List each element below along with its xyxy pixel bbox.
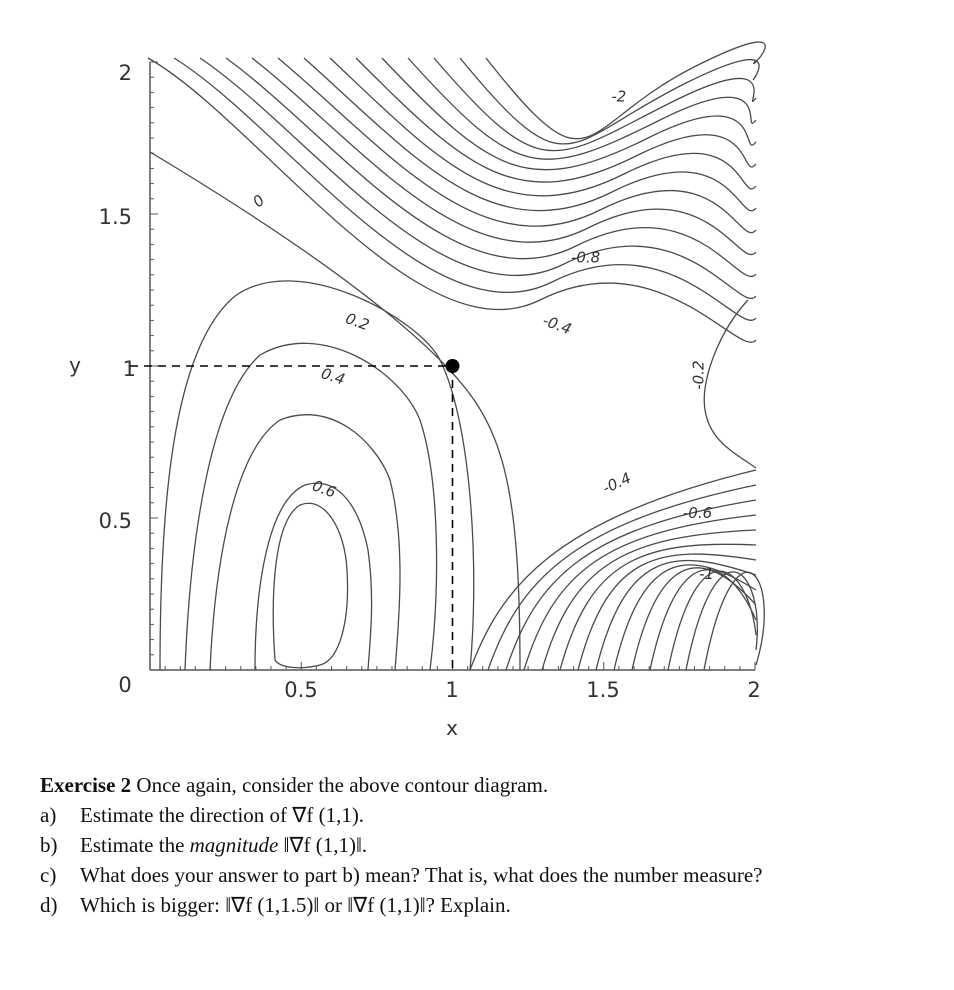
contour-line-upper xyxy=(434,58,756,151)
axes xyxy=(69,61,761,740)
contour-label: 0.6 xyxy=(309,476,339,502)
item-text-end: ‖∇f (1,1)‖. xyxy=(278,833,368,857)
contour-labels xyxy=(249,88,714,583)
item-text: Estimate the xyxy=(80,833,190,857)
exercise-text xyxy=(40,770,940,920)
exercise-heading xyxy=(40,770,940,800)
contour-label: -0.8 xyxy=(570,248,601,267)
contour-line-upper xyxy=(330,58,756,196)
origin-label: 0 xyxy=(118,673,132,697)
contour-line-right xyxy=(704,300,756,468)
contour-line-upper xyxy=(356,58,756,182)
exercise-intro: Once again, consider the above contour diagram. xyxy=(131,773,549,797)
y-tick-label-0.5: 0.5 xyxy=(98,509,132,533)
contour-line-upper xyxy=(226,58,756,277)
contour-line-upper xyxy=(252,58,756,255)
item-text: What does your answer to part b) mean? That is, what does the number measure? xyxy=(80,863,763,887)
item-text: Which is bigger: ‖∇f (1,1.5)‖ or ‖∇f (1,1)‖? Explain. xyxy=(80,893,511,917)
contour-label: 0.2 xyxy=(343,309,372,335)
item-emphasis: magnitude xyxy=(189,833,279,857)
point-marker xyxy=(446,359,460,373)
contour-line-upper xyxy=(174,58,756,320)
exercise-title: Exercise 2 xyxy=(40,773,132,797)
item-text: Estimate the direction of xyxy=(80,803,293,827)
exercise-item-c xyxy=(40,860,940,890)
contour-label: -2 xyxy=(611,87,627,106)
contour-line-lower xyxy=(560,544,756,670)
exercise-item-b xyxy=(40,830,940,860)
contour-label: 0 xyxy=(249,191,269,212)
y-tick-label-2: 2 xyxy=(118,61,132,85)
exercise-item-a xyxy=(40,800,940,830)
item-letter: d) xyxy=(40,893,58,917)
contour-line-upper xyxy=(200,58,756,298)
contour-line-lower xyxy=(506,500,756,670)
x-tick-label-2: 2 xyxy=(747,678,761,702)
item-letter: b) xyxy=(40,833,58,857)
contour-line-zero xyxy=(150,152,520,670)
contour-label: -0.4 xyxy=(540,311,574,339)
contour-line-loop xyxy=(210,415,400,670)
contour-label: -0.6 xyxy=(682,504,713,522)
contour-label: -0.4 xyxy=(599,468,634,498)
y-axis-name: y xyxy=(69,353,81,377)
point-marker-group xyxy=(130,359,460,670)
contour-label: -0.2 xyxy=(689,360,708,390)
item-text-end: ∇f (1,1). xyxy=(292,803,365,827)
x-tick-label-1.5: 1.5 xyxy=(586,678,620,702)
exercise-item-d xyxy=(40,890,940,920)
item-letter: a) xyxy=(40,803,57,827)
item-letter: c) xyxy=(40,863,57,887)
contour-line-upper xyxy=(408,58,756,159)
contour-line-upper xyxy=(304,58,756,211)
contour-line-upper xyxy=(148,58,756,342)
x-axis-name: x xyxy=(446,716,458,740)
x-tick-label-0.5: 0.5 xyxy=(284,678,318,702)
contour-label: -1 xyxy=(699,564,715,583)
contour-line-loop xyxy=(255,483,372,670)
y-tick-label-1.5: 1.5 xyxy=(98,205,132,229)
y-tick-label-1: 1 xyxy=(122,357,136,381)
contour-lines xyxy=(148,42,765,670)
x-tick-label-1: 1 xyxy=(445,678,459,702)
contour-line-lower xyxy=(524,515,756,670)
contour-line-loop xyxy=(273,503,347,667)
contour-label: 0.4 xyxy=(318,364,348,389)
